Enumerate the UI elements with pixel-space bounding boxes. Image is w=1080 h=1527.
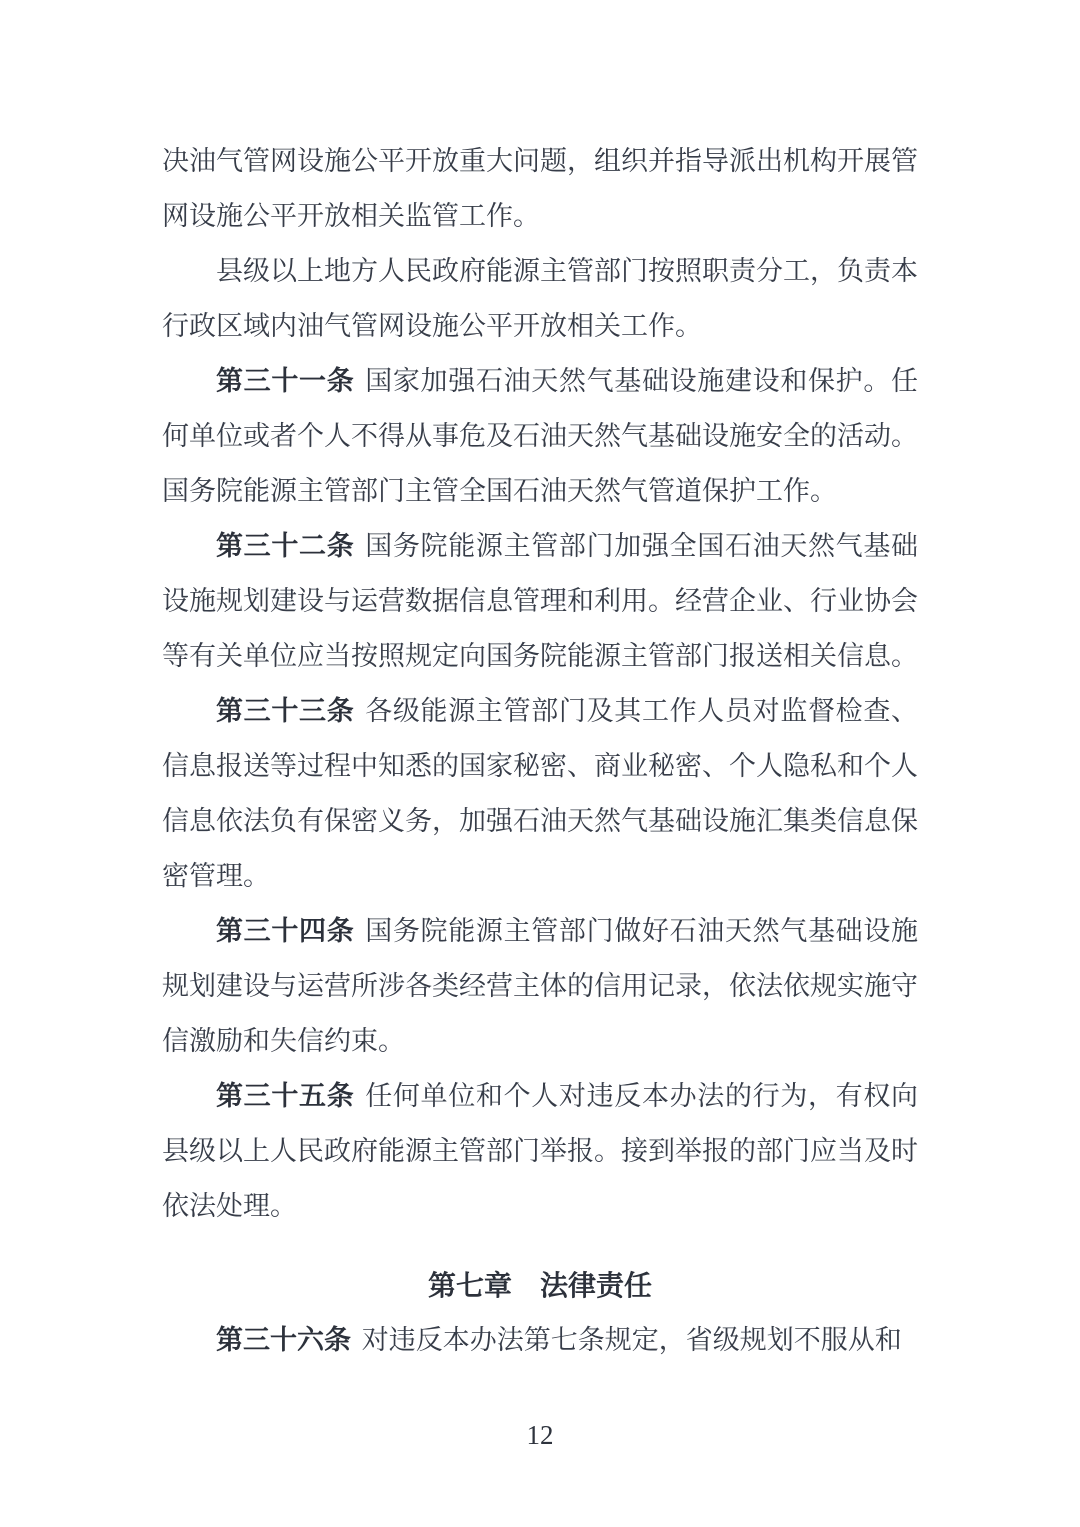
article-32-text: 国务院能源主管部门加强全国石油天然气基础设施规划建设与运营数据信息管理和利用。经营企业、行业协会等有关单位应当按照规定向国务院能源主管部门报送相关信息。: [162, 531, 919, 671]
paragraph-continuation: 决油气管网设施公平开放重大问题，组织并指导派出机构开展管网设施公平开放相关监管工作。: [162, 146, 918, 231]
article-36-text: 对违反本办法第七条规定，省级规划不服从和: [361, 1325, 902, 1355]
article-36-number: 第三十六条: [216, 1325, 351, 1355]
article-32-number: 第三十二条: [216, 531, 355, 561]
chapter-7-heading: 第七章 法律责任: [427, 1270, 652, 1301]
article-31: [162, 354, 918, 519]
article-33-text: 各级能源主管部门及其工作人员对监督检查、信息报送等过程中知悉的国家秘密、商业秘密、个人隐私和个人信息依法负有保密义务，加强石油天然气基础设施汇集类信息保密管理。: [162, 696, 919, 891]
article-36: [162, 1313, 918, 1368]
article-35-number: 第三十五条: [216, 1081, 355, 1111]
article-35-text: 任何单位和个人对违反本办法的行为，有权向县级以上人民政府能源主管部门举报。接到举报的部门应当及时依法处理。: [162, 1081, 919, 1221]
article-34-text: 国务院能源主管部门做好石油天然气基础设施规划建设与运营所涉各类经营主体的信用记录，依法依规实施守信激励和失信约束。: [162, 916, 919, 1056]
article-35: [162, 1069, 918, 1234]
article-31-number: 第三十一条: [216, 366, 355, 396]
article-34-number: 第三十四条: [216, 916, 355, 946]
page-number: 12: [526, 1420, 554, 1450]
article-34: [162, 904, 918, 1069]
article-31-text: 国家加强石油天然气基础设施建设和保护。任何单位或者个人不得从事危及石油天然气基础设施安全的活动。国务院能源主管部门主管全国石油天然气管道保护工作。: [162, 366, 919, 506]
article-33: [162, 684, 918, 904]
document-body: [162, 134, 918, 1368]
article-33-number: 第三十三条: [216, 696, 355, 726]
article-32: [162, 519, 918, 684]
paragraph-local-governments: 县级以上地方人民政府能源主管部门按照职责分工，负责本行政区域内油气管网设施公平开放相关工作。: [162, 256, 918, 341]
